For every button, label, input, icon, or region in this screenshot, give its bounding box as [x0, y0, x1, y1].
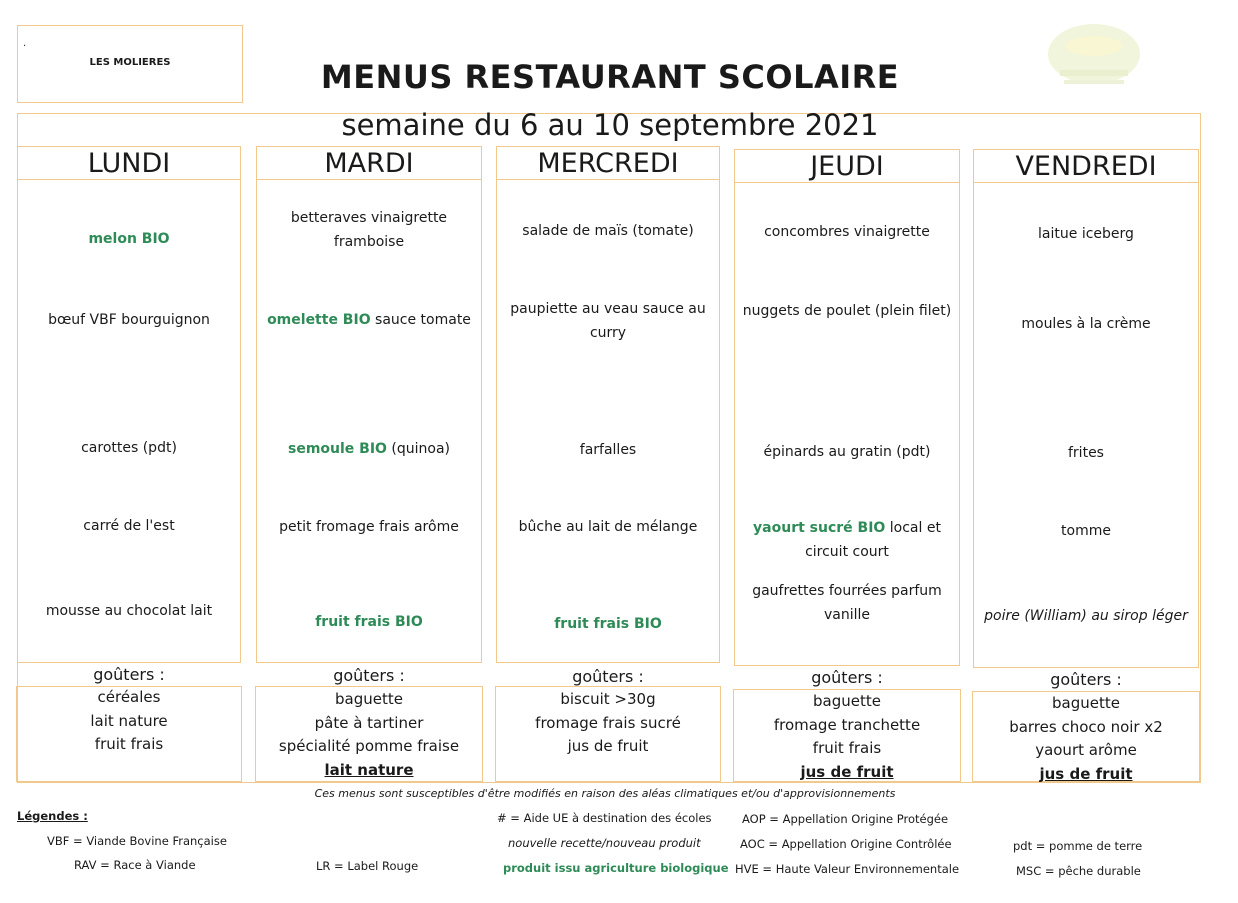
day-mercredi-header: MERCREDI [496, 146, 720, 180]
day-lundi-header: LUNDI [17, 146, 241, 180]
day-jeudi-gouter-item: baguette [813, 692, 881, 710]
day-vendredi-gouters-label: goûters : [1050, 670, 1122, 689]
day-jeudi-starter: concombres vinaigrette [764, 224, 930, 240]
day-lundi-gouter-item: fruit frais [94, 735, 164, 753]
legend-msc: MSC = pêche durable [1016, 864, 1141, 878]
day-vendredi-dairy: tomme [1061, 523, 1111, 539]
day-mardi-starter: betteraves vinaigrette framboise [290, 210, 448, 250]
day-mardi-gouters-label: goûters : [333, 666, 405, 685]
legend-bio: produit issu agriculture biologique [503, 861, 729, 875]
day-jeudi-gouter-item: jus de fruit [800, 762, 894, 781]
day-mardi-dessert: fruit frais BIO [315, 614, 423, 630]
dot-mark: . [23, 38, 27, 49]
day-vendredi-starter: laitue iceberg [1038, 226, 1134, 242]
day-mercredi-dessert: fruit frais BIO [554, 616, 662, 632]
legend-aop: AOP = Appellation Origine Protégée [742, 812, 949, 826]
day-mardi-gouter-item: lait nature [324, 760, 414, 779]
day-mardi-header: MARDI [256, 146, 482, 180]
legend-rav: RAV = Race à Viande [74, 858, 196, 872]
day-vendredi-header: VENDREDI [973, 149, 1199, 183]
day-lundi-dairy: carré de l'est [83, 518, 175, 534]
day-mercredi-main: paupiette au veau sauce au curry [510, 301, 706, 341]
day-lundi-gouters-label: goûters : [93, 665, 165, 684]
page-title: MENUS RESTAURANT SCOLAIRE [320, 58, 900, 96]
day-mercredi-gouter-item: fromage frais sucré [535, 713, 681, 732]
day-jeudi-gouter-item: fromage tranchette [773, 715, 921, 734]
day-lundi-gouter-item: céréales [97, 688, 161, 706]
week-title: semaine du 6 au 10 septembre 2021 [341, 108, 879, 142]
day-vendredi-side: frites [1068, 445, 1104, 461]
day-mercredi-side: farfalles [579, 442, 637, 458]
day-mardi-gouter-item: pâte à tartiner [314, 713, 424, 732]
day-jeudi-header: JEUDI [734, 149, 960, 183]
school-logo-icon [1046, 24, 1142, 98]
day-mardi-main: omelette BIO sauce tomate [267, 312, 471, 328]
day-jeudi-side: épinards au gratin (pdt) [763, 444, 931, 460]
day-mardi-dairy: petit fromage frais arôme [279, 519, 459, 535]
day-lundi-gouter-item: lait nature [90, 711, 168, 730]
day-jeudi-dessert: gaufrettes fourrées parfum vanille [752, 583, 942, 623]
day-lundi-main: bœuf VBF bourguignon [48, 312, 210, 328]
legend-aide: # = Aide UE à destination des écoles [497, 811, 712, 825]
legend-nouvelle: nouvelle recette/nouveau produit [508, 836, 701, 850]
day-mercredi-gouters-label: goûters : [572, 667, 644, 686]
legend-aoc: AOC = Appellation Origine Contrôlée [740, 837, 952, 851]
school-name: LES MOLIERES [89, 57, 171, 68]
day-lundi-side: carottes (pdt) [81, 440, 177, 456]
day-mardi-side: semoule BIO (quinoa) [288, 441, 450, 457]
day-jeudi-dairy: yaourt sucré BIO local et circuit court [753, 520, 941, 560]
day-mercredi-gouter-item: biscuit >30g [560, 690, 656, 708]
day-lundi-column [17, 146, 241, 663]
legend-title: Légendes : [17, 809, 88, 823]
legend-lr: LR = Label Rouge [316, 859, 419, 873]
day-jeudi-main: nuggets de poulet (plein filet) [742, 303, 952, 319]
day-vendredi-main: moules à la crème [1021, 316, 1151, 332]
day-vendredi-gouter-item: baguette [1052, 694, 1120, 712]
day-jeudi-gouters-label: goûters : [811, 668, 883, 687]
day-mercredi-starter: salade de maïs (tomate) [522, 223, 694, 239]
day-vendredi-gouter-item: barres choco noir x2 [1009, 717, 1163, 736]
day-vendredi-dessert: poire (William) au sirop léger [984, 608, 1188, 624]
day-mardi-gouter-item: baguette [335, 690, 403, 708]
day-vendredi-gouter-item: jus de fruit [1039, 764, 1133, 783]
day-mercredi-dairy: bûche au lait de mélange [518, 519, 698, 535]
legend-vbf: VBF = Viande Bovine Française [47, 834, 227, 848]
day-mardi-gouter-item: spécialité pomme fraise [278, 737, 460, 755]
day-mercredi-gouter-item: jus de fruit [567, 737, 649, 755]
day-jeudi-gouter-item: fruit frais [812, 739, 882, 757]
day-vendredi-gouter-item: yaourt arôme [1035, 741, 1137, 759]
legend-hve: HVE = Haute Valeur Environnementale [735, 862, 960, 876]
disclaimer: Ces menus sont susceptibles d'être modifiés en raison des aléas climatiques et/ou d'approvisionnements [314, 787, 896, 800]
legend-pdt: pdt = pomme de terre [1013, 839, 1143, 853]
day-lundi-starter: melon BIO [88, 231, 170, 247]
day-lundi-dessert: mousse au chocolat lait [45, 603, 213, 619]
